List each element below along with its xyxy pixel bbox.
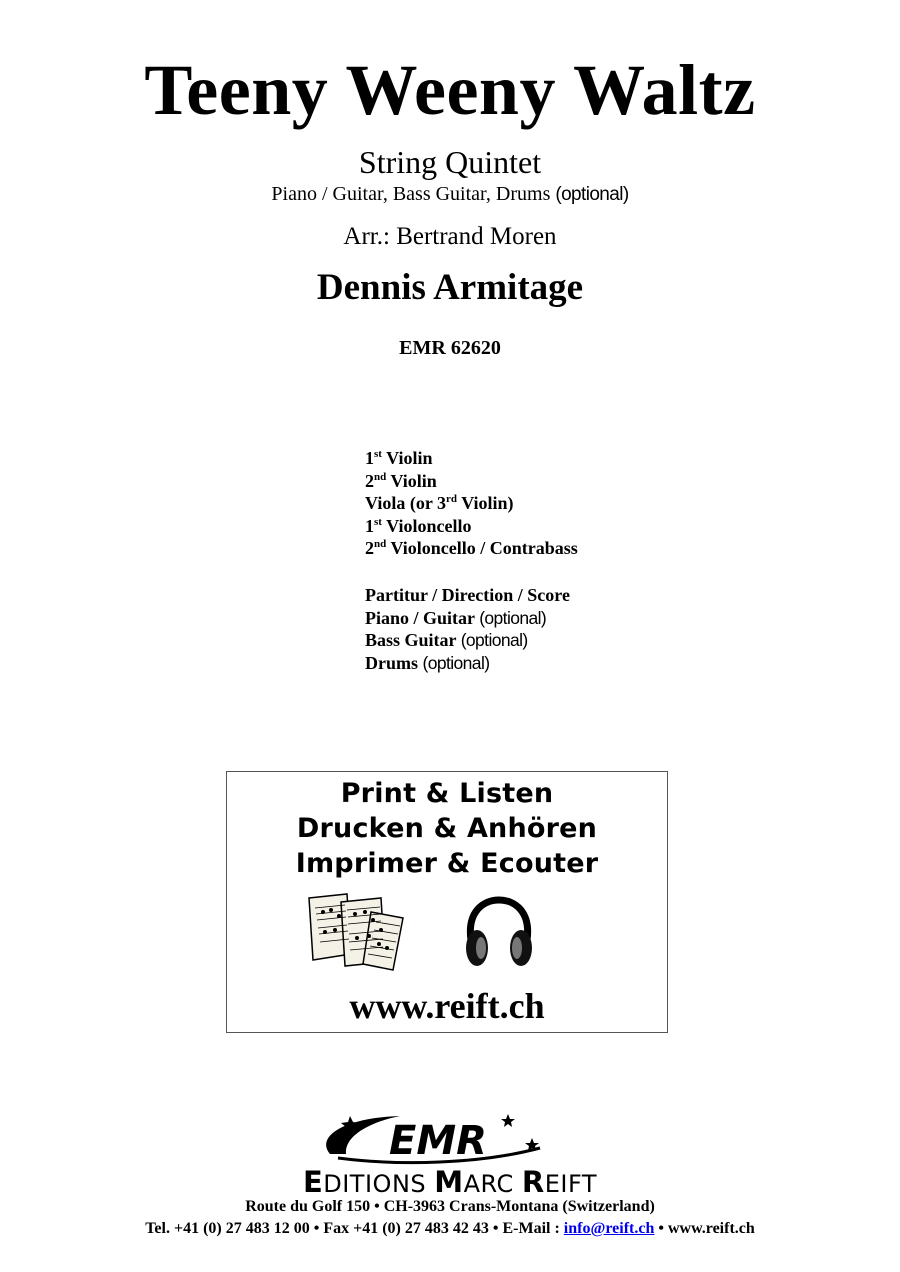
catalog-number: EMR 62620 bbox=[399, 337, 501, 359]
promo-line-german: Drucken & Anhören bbox=[296, 813, 598, 844]
promo-line-french: Imprimer & Ecouter bbox=[295, 848, 599, 879]
part-item: Partitur / Direction / Score bbox=[365, 585, 570, 605]
contact-website: • www.reift.ch bbox=[654, 1220, 755, 1237]
subtitle: String Quintet bbox=[358, 144, 542, 180]
other-parts-list bbox=[365, 584, 570, 674]
part-item: 2nd Violoncello / Contrabass bbox=[365, 538, 578, 558]
instrumentation-optional: (optional) bbox=[555, 184, 629, 205]
part-item: Drums (optional) bbox=[365, 652, 490, 673]
headphones-icon bbox=[463, 896, 535, 972]
instrumentation-line bbox=[0, 182, 900, 207]
part-item: 1st Violoncello bbox=[365, 515, 472, 536]
svg-text:EMR: EMR bbox=[389, 1118, 487, 1164]
composer: Dennis Armitage bbox=[316, 267, 584, 308]
sheet-music-icon bbox=[301, 892, 411, 972]
part-item: Bass Guitar (optional) bbox=[365, 630, 528, 650]
publisher-name: EDITIONS MARC REIFT bbox=[302, 1165, 598, 1199]
contact-phone-fax: Tel. +41 (0) 27 483 12 00 • Fax +41 (0) 27 483 42 43 • E-Mail : bbox=[145, 1220, 564, 1237]
part-item: Viola (or 3rd Violin) bbox=[365, 493, 514, 513]
publisher-address: Route du Golf 150 • CH-3963 Crans-Montana (Switzerland) bbox=[245, 1198, 655, 1215]
instrumentation-main: Piano / Guitar, Bass Guitar, Drums bbox=[271, 183, 551, 205]
part-item: Piano / Guitar (optional) bbox=[365, 607, 547, 628]
emr-logo bbox=[310, 1108, 550, 1168]
email-link[interactable]: info@reift.ch bbox=[563, 1220, 655, 1237]
part-item: 2nd Violin bbox=[365, 470, 437, 491]
publisher-contact bbox=[0, 1219, 900, 1239]
string-parts-list bbox=[365, 447, 578, 560]
print-listen-box[interactable] bbox=[226, 771, 668, 1033]
promo-website-link[interactable]: www.reift.ch bbox=[349, 986, 545, 1026]
promo-line-english: Print & Listen bbox=[340, 778, 554, 809]
title: Teeny Weeny Waltz bbox=[144, 50, 756, 130]
part-item: 1st Violin bbox=[365, 448, 433, 468]
arranger: Arr.: Bertrand Moren bbox=[343, 223, 557, 250]
